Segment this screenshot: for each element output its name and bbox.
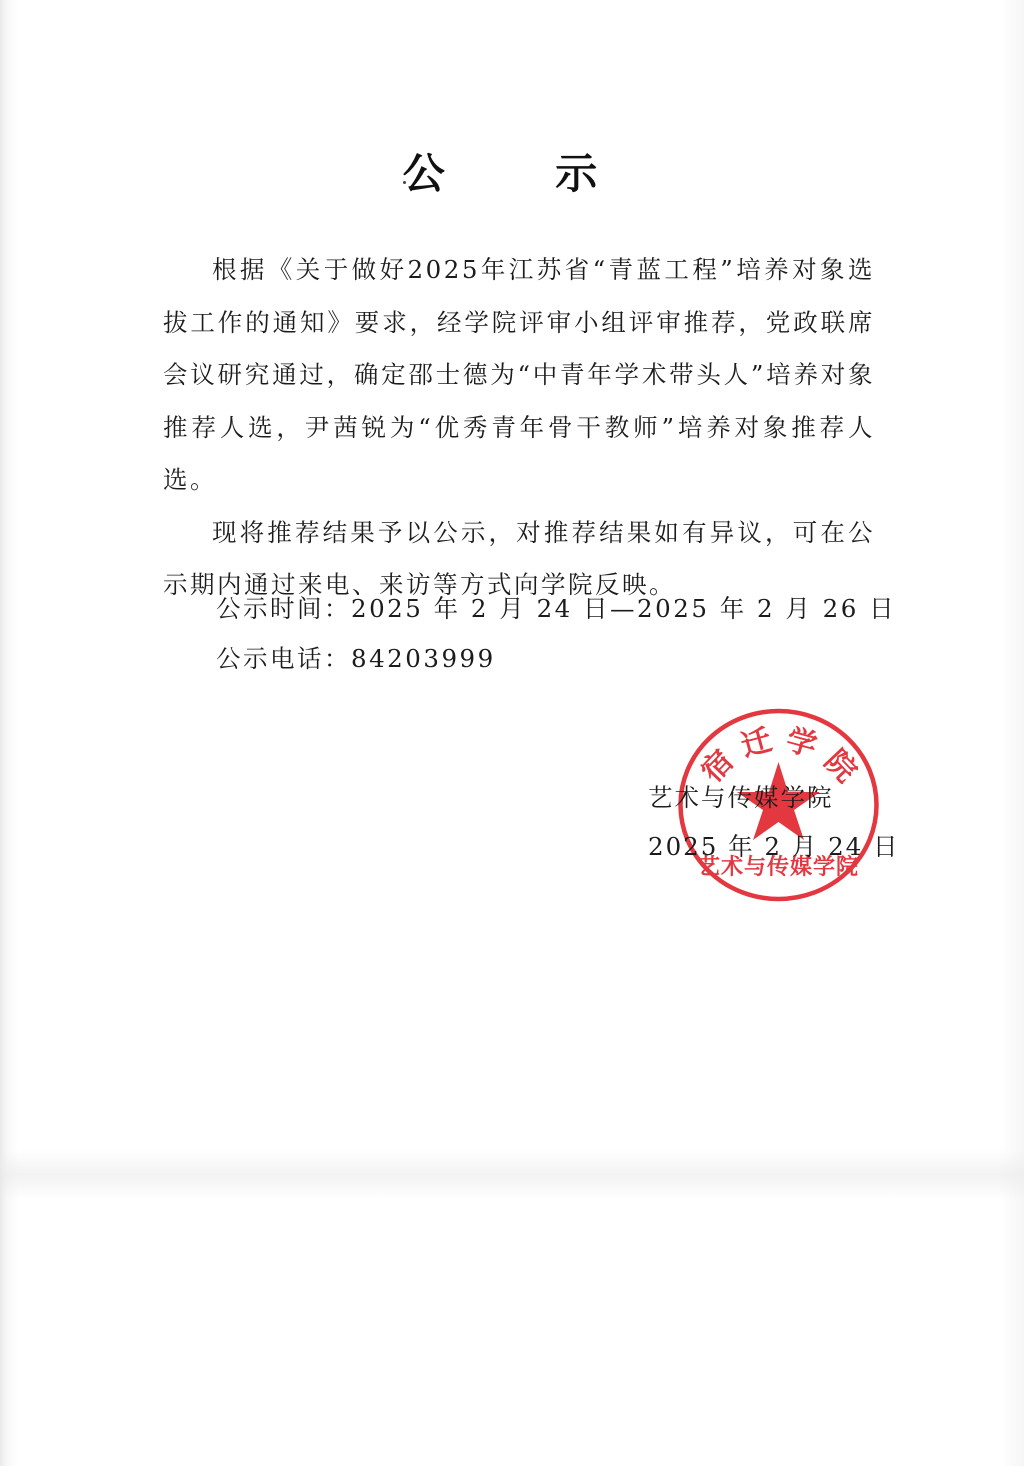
seal-bottom-text: 艺术与传媒学院 (697, 854, 860, 880)
scan-smudge (0, 1150, 1024, 1200)
paragraph-2: 现将推荐结果予以公示，对推荐结果如有异议，可在公示期内通过来电、来访等方式向学院反映。 (163, 517, 875, 599)
notice-phone: 公示电话：84203999 (216, 644, 496, 673)
seal-top-text: 宿 迁 学 院 (694, 722, 864, 790)
document-title: 公 示 (402, 149, 646, 198)
paragraph-1: 根据《关于做好2025年江苏省“青蓝工程”培养对象选拔工作的通知》要求，经学院评审小组评审推荐，党政联席会议研究通过，确定邵士德为“中青年学术带头人”培养对象推荐人选，尹茜锐为“优秀青年骨干教师”培养对象推荐人选。 (163, 255, 875, 494)
signature-date: 2025 年 2 月 24 日 (648, 832, 900, 861)
notice-time: 公示时间：2025 年 2 月 24 日—2025 年 2 月 26 日 (216, 594, 897, 623)
signature-organization: 艺术与传媒学院 (648, 783, 834, 812)
document-body (163, 244, 875, 612)
